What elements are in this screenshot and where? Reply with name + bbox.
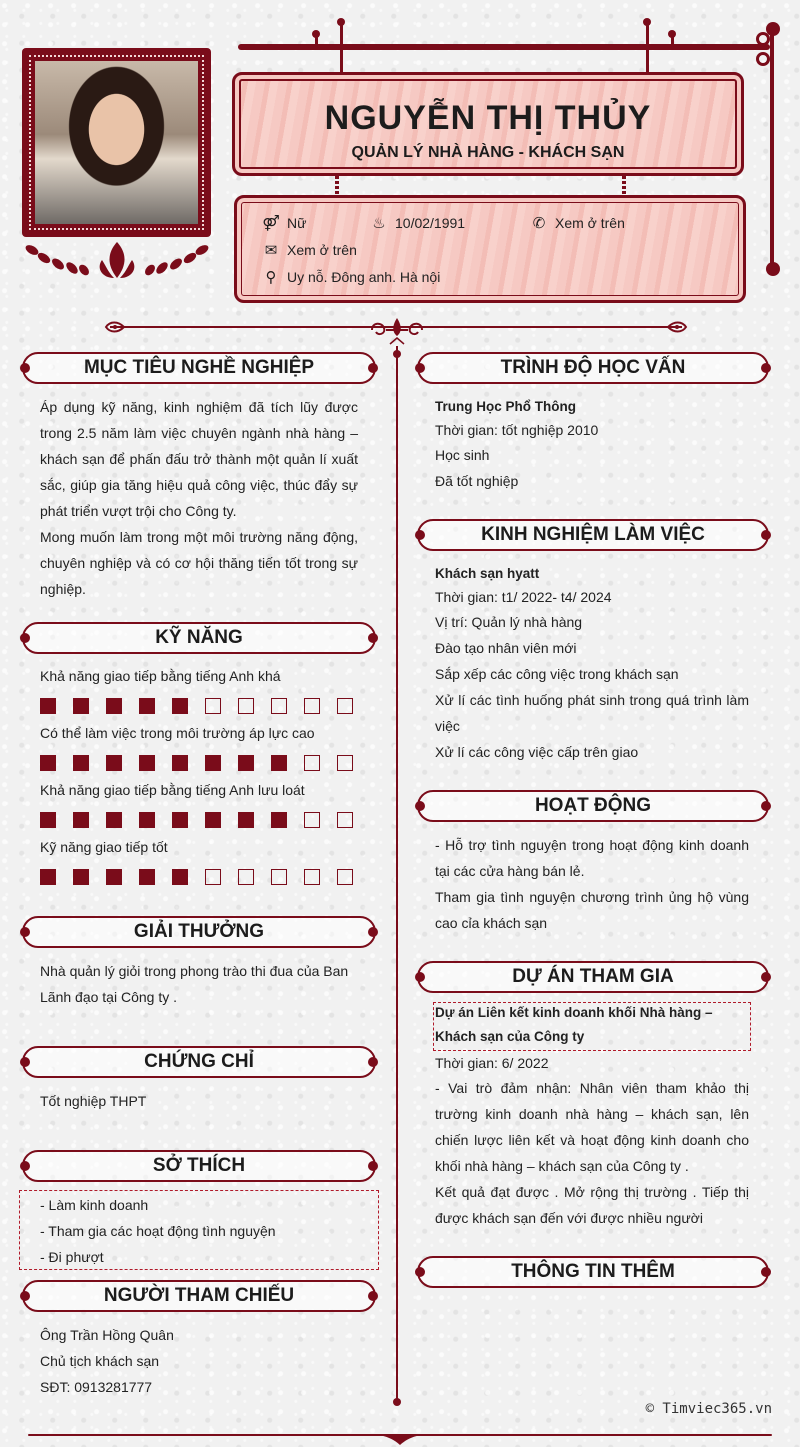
email-value: Xem ở trên bbox=[287, 242, 357, 258]
hobby-item: - Làm kinh doanh bbox=[40, 1197, 149, 1213]
education-school: Trung Học Phổ Thông bbox=[435, 399, 576, 414]
skill-level-filled bbox=[106, 755, 122, 771]
skill-level-filled bbox=[238, 812, 254, 828]
hobby-item: - Tham gia các hoạt động tình nguyện bbox=[40, 1223, 276, 1239]
section-heading-skills: KỸ NĂNG bbox=[22, 622, 376, 654]
skill-label: Kỹ năng giao tiếp tốt bbox=[40, 839, 168, 855]
experience-duty: Sắp xếp các công việc trong khách sạn bbox=[435, 666, 679, 682]
pole-bottom-knob-icon bbox=[766, 262, 780, 276]
post-knob-icon bbox=[312, 30, 320, 38]
skill-level-filled bbox=[172, 869, 188, 885]
skill-level-filled bbox=[271, 812, 287, 828]
activities-paragraph-2: Tham gia tình nguyện chương trình ủng hộ vùng cao cỉa khách sạn bbox=[435, 889, 749, 931]
laurel-ornament-icon bbox=[22, 238, 212, 282]
skill-level-filled bbox=[40, 812, 56, 828]
avatar bbox=[35, 61, 198, 224]
address-value: Uy nỗ. Đông anh. Hà nội bbox=[287, 269, 441, 285]
birthday-cake-icon: ♨ bbox=[372, 215, 386, 232]
education-result: Đã tốt nghiệp bbox=[435, 473, 519, 489]
certificates-text: Tốt nghiệp THPT bbox=[40, 1093, 147, 1109]
gender-value: Nữ bbox=[287, 215, 307, 231]
skill-level-filled bbox=[205, 755, 221, 771]
skill-level-filled bbox=[172, 698, 188, 714]
skill-level-filled bbox=[139, 812, 155, 828]
project-time: Thời gian: 6/ 2022 bbox=[435, 1055, 549, 1071]
reference-phone: SĐT: 0913281777 bbox=[40, 1379, 153, 1395]
skill-level-empty bbox=[337, 698, 353, 714]
phone-value: Xem ở trên bbox=[555, 215, 625, 231]
footer-ornament-icon bbox=[360, 1432, 440, 1447]
section-heading-certificates: CHỨNG CHỈ bbox=[22, 1046, 376, 1078]
candidate-name: NGUYỄN THỊ THỦY bbox=[324, 99, 652, 137]
dob-row bbox=[369, 214, 465, 232]
header-post bbox=[646, 22, 649, 74]
skill-level-empty bbox=[304, 755, 320, 771]
gender-row bbox=[261, 214, 306, 232]
ring-ornament-icon bbox=[756, 32, 770, 46]
phone-icon: ✆ bbox=[532, 215, 546, 232]
skill-level-filled bbox=[40, 869, 56, 885]
board-chain bbox=[335, 176, 339, 196]
reference-name: Ông Trần Hồng Quân bbox=[40, 1327, 174, 1343]
skill-level-empty bbox=[304, 698, 320, 714]
skill-level-filled bbox=[40, 698, 56, 714]
phone-row bbox=[529, 214, 625, 232]
objective-paragraph-1: Áp dụng kỹ năng, kinh nghiệm đã tích lũy được trong 2.5 năm làm việc chuyên ngành nhà hàng – khách sạn để phấn đấu trở thành một quản lí xuất sắc, giúp gia tăng hiệu quả công việc, thúc đẩy sự phát triển vượt trội cho Công ty. bbox=[40, 399, 358, 519]
activities-paragraph-1: - Hỗ trợ tình nguyện trong hoạt động kinh doanh tại các cửa hàng bán lẻ. bbox=[435, 837, 749, 879]
envelope-icon: ✉ bbox=[264, 242, 278, 259]
experience-position: Vị trí: Quản lý nhà hàng bbox=[435, 614, 583, 630]
skill-level-bar bbox=[40, 755, 353, 771]
post-knob-icon bbox=[643, 18, 651, 26]
skill-level-filled bbox=[238, 755, 254, 771]
section-heading-projects: DỰ ÁN THAM GIA bbox=[417, 961, 769, 993]
objective-paragraph-2: Mong muốn làm trong một môi trường năng động, chuyên nghiệp và có cơ hội thăng tiến tốt trong sự nghiệp. bbox=[40, 529, 358, 597]
skill-level-empty bbox=[337, 755, 353, 771]
hobby-item: - Đi phượt bbox=[40, 1249, 104, 1265]
experience-duty: Đào tạo nhân viên mới bbox=[435, 640, 577, 656]
skill-level-filled bbox=[106, 698, 122, 714]
divider-scroll-left-icon bbox=[104, 320, 128, 334]
section-heading-hobbies: SỞ THÍCH bbox=[22, 1150, 376, 1182]
board-chain bbox=[622, 176, 626, 196]
profile-photo-frame bbox=[22, 48, 211, 237]
skill-level-empty bbox=[271, 869, 287, 885]
skill-level-empty bbox=[304, 812, 320, 828]
gender-icon: ⚤ bbox=[262, 215, 280, 232]
copyright-text: © Timviec365.vn bbox=[645, 1401, 772, 1417]
education-major: Học sinh bbox=[435, 447, 490, 463]
skill-level-filled bbox=[73, 698, 89, 714]
reference-role: Chủ tịch khách sạn bbox=[40, 1353, 160, 1369]
skill-level-empty bbox=[238, 869, 254, 885]
skill-level-filled bbox=[106, 812, 122, 828]
section-heading-experience: KINH NGHIỆM LÀM VIỆC bbox=[417, 519, 769, 551]
project-result: Kết quả đạt được . Mở rộng thị trường . Tiếp thị được khách sạn đến với được nhiều người bbox=[435, 1184, 749, 1226]
header-side-pole bbox=[770, 24, 774, 272]
section-heading-awards: GIẢI THƯỞNG bbox=[22, 916, 376, 948]
education-time: Thời gian: tốt nghiệp 2010 bbox=[435, 422, 599, 438]
skill-level-bar bbox=[40, 698, 353, 714]
skill-level-empty bbox=[271, 698, 287, 714]
skill-level-filled bbox=[205, 812, 221, 828]
post-knob-icon bbox=[337, 18, 345, 26]
address-row bbox=[261, 268, 440, 286]
skill-level-filled bbox=[106, 869, 122, 885]
skill-level-bar bbox=[40, 812, 353, 828]
experience-company: Khách sạn hyatt bbox=[435, 566, 540, 581]
skill-level-empty bbox=[238, 698, 254, 714]
skill-level-filled bbox=[271, 755, 287, 771]
divider-scroll-right-icon bbox=[664, 320, 688, 334]
vertical-divider bbox=[396, 346, 398, 1402]
skill-level-filled bbox=[139, 869, 155, 885]
skill-level-filled bbox=[139, 698, 155, 714]
skill-label: Có thể làm việc trong môi trường áp lực cao bbox=[40, 725, 315, 741]
skill-level-filled bbox=[40, 755, 56, 771]
skill-label: Khả năng giao tiếp bằng tiếng Anh khá bbox=[40, 668, 281, 684]
experience-duty: Xử lí các tình huống phát sinh trong quá trình làm việc bbox=[435, 692, 749, 734]
header-post bbox=[340, 22, 343, 74]
profile-photo-border bbox=[29, 55, 204, 230]
section-heading-education: TRÌNH ĐỘ HỌC VẤN bbox=[417, 352, 769, 384]
skill-level-empty bbox=[304, 869, 320, 885]
skill-level-filled bbox=[73, 755, 89, 771]
email-row bbox=[261, 241, 357, 259]
skill-level-filled bbox=[73, 869, 89, 885]
skill-level-empty bbox=[205, 698, 221, 714]
awards-text: Nhà quản lý giỏi trong phong trào thi đua của Ban Lãnh đạo tại Công ty . bbox=[40, 963, 349, 1005]
experience-time: Thời gian: t1/ 2022- t4/ 2024 bbox=[435, 589, 612, 605]
section-heading-objective: MỤC TIÊU NGHỀ NGHIỆP bbox=[22, 352, 376, 384]
project-name: Dự án Liên kết kinh doanh khối Nhà hàng – Khách sạn của Công ty bbox=[435, 1005, 713, 1044]
skill-label: Khả năng giao tiếp bằng tiếng Anh lưu loát bbox=[40, 782, 305, 798]
section-heading-references: NGƯỜI THAM CHIẾU bbox=[22, 1280, 376, 1312]
ring-ornament-icon bbox=[756, 52, 770, 66]
skill-level-filled bbox=[73, 812, 89, 828]
candidate-title: QUẢN LÝ NHÀ HÀNG - KHÁCH SẠN bbox=[351, 144, 625, 161]
contact-info-board bbox=[234, 195, 746, 303]
section-heading-activities: HOẠT ĐỘNG bbox=[417, 790, 769, 822]
skill-level-empty bbox=[337, 869, 353, 885]
section-heading-more-info: THÔNG TIN THÊM bbox=[417, 1256, 769, 1288]
post-knob-icon bbox=[668, 30, 676, 38]
name-board bbox=[232, 72, 744, 176]
skill-level-filled bbox=[172, 755, 188, 771]
skill-level-filled bbox=[139, 755, 155, 771]
dob-value: 10/02/1991 bbox=[395, 215, 466, 231]
skill-level-bar bbox=[40, 869, 353, 885]
skill-level-empty bbox=[337, 812, 353, 828]
experience-duty: Xử lí các công việc cấp trên giao bbox=[435, 744, 639, 760]
location-pin-icon: ⚲ bbox=[265, 269, 277, 286]
skill-level-empty bbox=[205, 869, 221, 885]
project-role: - Vai trò đảm nhận: Nhân viên tham khảo thị trường kinh doanh nhà hàng – khách sạn, lên chiến lược liên kết và hoạt động kinh doanh cho khối nhà hàng – khách sạn của Công ty . bbox=[435, 1080, 749, 1174]
divider-end-knob-icon bbox=[393, 1398, 401, 1406]
skill-level-filled bbox=[172, 812, 188, 828]
